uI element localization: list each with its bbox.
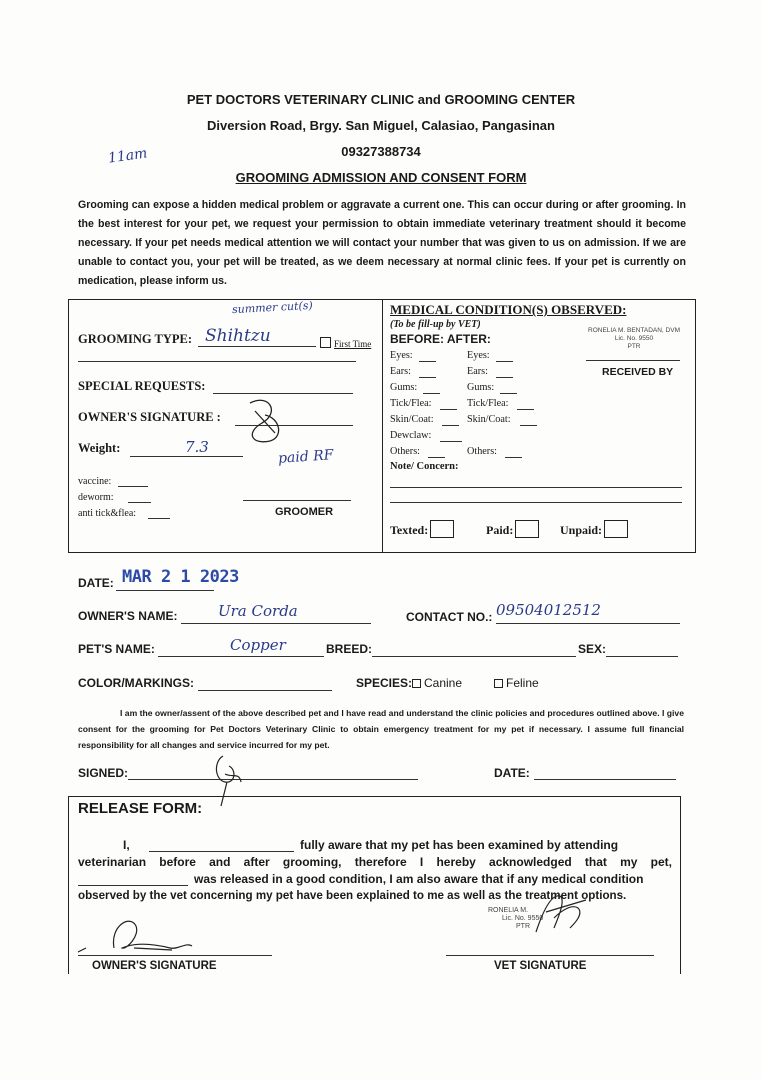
clinic-address: Diversion Road, Brgy. San Miguel, Calasiao, Pangasinan xyxy=(207,118,555,133)
signed-label: SIGNED: xyxy=(78,766,129,780)
check-eyes-before-line[interactable] xyxy=(419,361,436,362)
check-gums-after-line[interactable] xyxy=(500,393,517,394)
handwritten-time: 11am xyxy=(107,145,149,167)
check-skin-before-line[interactable] xyxy=(442,425,459,426)
owner-name-value: Ura Corda xyxy=(218,602,298,620)
sex-line[interactable] xyxy=(606,656,678,657)
vaccine-line[interactable] xyxy=(118,486,148,487)
check-others-before: Others: xyxy=(390,446,420,457)
owner-name-line[interactable] xyxy=(181,623,371,624)
contact-line[interactable] xyxy=(496,623,680,624)
first-time-label: First Time xyxy=(334,339,372,349)
release-name-line[interactable] xyxy=(149,851,294,852)
groomer-line[interactable] xyxy=(243,500,351,501)
check-ears-before: Ears: xyxy=(390,366,411,377)
weight-value: 7.3 xyxy=(185,438,209,456)
grooming-type-value: Shihtzu xyxy=(205,326,271,346)
grooming-extra-line[interactable] xyxy=(78,361,356,362)
medical-subtitle: (To be fill-up by VET) xyxy=(390,319,481,330)
vet-stamp-ptr: PTR xyxy=(627,343,641,350)
signed-date-line[interactable] xyxy=(534,779,676,780)
color-line[interactable] xyxy=(198,690,332,691)
release-title: RELEASE FORM: xyxy=(78,800,203,817)
check-ears-after: Ears: xyxy=(467,366,488,377)
paid-checkbox[interactable] xyxy=(486,520,539,538)
canine-box[interactable] xyxy=(412,679,421,688)
release-stamp-name: RONELIA M. xyxy=(488,907,529,914)
check-eyes-after-line[interactable] xyxy=(496,361,513,362)
canine-option[interactable] xyxy=(412,676,462,690)
release-stamp-license: Lic. No. 9550 xyxy=(502,915,544,922)
check-others-before-line[interactable] xyxy=(428,457,445,458)
release-pet-line[interactable] xyxy=(78,885,188,886)
owner-signature-scribble xyxy=(240,393,286,449)
grooming-type-line[interactable] xyxy=(198,346,316,347)
clinic-phone: 09327388734 xyxy=(341,144,421,159)
texted-box[interactable] xyxy=(430,520,454,538)
paid-box[interactable] xyxy=(515,520,539,538)
weight-line[interactable] xyxy=(130,456,243,457)
check-dewclaw: Dewclaw: xyxy=(390,430,432,441)
before-after-label: BEFORE: AFTER: xyxy=(390,332,491,346)
clinic-name: PET DOCTORS VETERINARY CLINIC and GROOMING CENTER xyxy=(186,92,576,107)
received-by-label: RECEIVED BY xyxy=(602,366,674,378)
check-skin-after-line[interactable] xyxy=(520,425,537,426)
feline-option[interactable] xyxy=(494,676,539,690)
texted-checkbox[interactable] xyxy=(390,520,454,538)
handwritten-cut: summer cut(s) xyxy=(231,298,314,317)
release-line4: observed by the vet concerning my pet have been explained to me as well as the treatment options. xyxy=(78,889,627,902)
medical-title: MEDICAL CONDITION(S) OBSERVED: xyxy=(390,302,627,317)
feline-box[interactable] xyxy=(494,679,503,688)
deworm-line[interactable] xyxy=(128,502,151,503)
check-skin-before: Skin/Coat: xyxy=(390,414,434,425)
check-tick-after: Tick/Flea: xyxy=(467,398,509,409)
breed-line[interactable] xyxy=(372,656,576,657)
form-title: GROOMING ADMISSION AND CONSENT FORM xyxy=(235,170,527,185)
contact-label: CONTACT NO.: xyxy=(406,610,493,624)
note-line-2[interactable] xyxy=(390,502,682,503)
pet-name-label: PET'S NAME: xyxy=(78,642,155,656)
release-line1: fully aware that my pet has been examined by attending xyxy=(300,838,619,852)
check-ears-before-line[interactable] xyxy=(419,377,436,378)
first-time-checkbox[interactable] xyxy=(320,337,371,349)
first-time-box[interactable] xyxy=(320,337,331,348)
check-skin-after: Skin/Coat: xyxy=(467,414,511,425)
unpaid-label: Unpaid: xyxy=(560,523,603,537)
check-tick-after-line[interactable] xyxy=(517,409,534,410)
vaccine-label: vaccine: xyxy=(78,476,112,487)
canine-label: Canine xyxy=(424,676,463,690)
release-i: I, xyxy=(123,838,130,852)
breed-label: BREED: xyxy=(326,642,373,656)
groomer-label: GROOMER xyxy=(275,506,334,518)
owner-release-signature-line[interactable] xyxy=(78,955,272,956)
sex-label: SEX: xyxy=(578,642,607,656)
check-tick-before: Tick/Flea: xyxy=(390,398,432,409)
vet-signature-scribble xyxy=(530,888,590,938)
check-eyes-after: Eyes: xyxy=(467,350,490,361)
note-label: Note/ Concern: xyxy=(390,461,459,472)
pet-name-value: Copper xyxy=(230,636,286,654)
owner-release-signature-label: OWNER'S SIGNATURE xyxy=(92,960,217,972)
vet-signature-line[interactable] xyxy=(446,955,654,956)
antitick-line[interactable] xyxy=(148,518,170,519)
unpaid-box[interactable] xyxy=(604,520,628,538)
date-line[interactable] xyxy=(116,590,214,591)
paid-label: Paid: xyxy=(486,523,514,537)
vet-stamp-license: Lic. No. 9550 xyxy=(614,335,654,342)
consent-paragraph: I am the owner/assent of the above described pet and I have read and understand the clinic policies and procedures outlined above. I give consent for the grooming for Pet Doctors Veterinary Clinic to obtain emergency treatment for my pet if necessary. I assume full financial responsibility for all changes and service incurred for my pet. xyxy=(78,708,684,750)
check-ears-after-line[interactable] xyxy=(496,377,513,378)
feline-label: Feline xyxy=(506,676,539,690)
vet-stamp-name: RONELIA M. BENTADAN, DVM xyxy=(588,327,680,334)
check-gums-after: Gums: xyxy=(467,382,495,393)
check-dewclaw-line[interactable] xyxy=(440,441,462,442)
signed-line[interactable] xyxy=(128,779,418,780)
signed-date-label: DATE: xyxy=(494,766,530,780)
check-eyes-before: Eyes: xyxy=(390,350,413,361)
grooming-type-label: GROOMING TYPE: xyxy=(78,332,193,346)
date-stamp: MAR 2 1 2023 xyxy=(122,567,239,587)
special-requests-label: SPECIAL REQUESTS: xyxy=(78,379,206,393)
species-label: SPECIES: xyxy=(356,676,413,690)
check-gums-before: Gums: xyxy=(390,382,418,393)
check-others-after-line[interactable] xyxy=(505,457,522,458)
deworm-label: deworm: xyxy=(78,492,114,503)
color-label: COLOR/MARKINGS: xyxy=(78,676,194,690)
intro-paragraph: Grooming can expose a hidden medical problem or aggravate a current one. This can occur during or after grooming. In the best interest for your pet, we request your permission to obtain immediate veterinary treatment should it become necessary. If your pet needs medical attention we will contact your number that was given to us on admission. If we are unable to contact you, your pet will be treated, as we deem necessary at normal clinic fees. If your pet is currently on medication, please inform us. xyxy=(78,199,686,287)
antitick-label: anti tick&flea: xyxy=(78,508,137,519)
check-gums-before-line[interactable] xyxy=(423,393,440,394)
owner-release-signature-scribble xyxy=(74,912,214,958)
release-line3: was released in a good condition, I am also aware that if any medical condition xyxy=(194,872,644,886)
weight-label: Weight: xyxy=(78,441,121,455)
paid-note: paid RF xyxy=(277,447,334,467)
release-line2: veterinarian before and after grooming, therefore I hereby acknowledged that my pet, xyxy=(78,855,672,869)
release-stamp-ptr: PTR xyxy=(516,923,530,930)
owner-signature-label: OWNER'S SIGNATURE : xyxy=(78,410,221,424)
check-tick-before-line[interactable] xyxy=(440,409,457,410)
owner-name-label: OWNER'S NAME: xyxy=(78,609,178,623)
date-label: DATE: xyxy=(78,576,114,590)
pet-name-line[interactable] xyxy=(158,656,324,657)
check-others-after: Others: xyxy=(467,446,497,457)
received-by-line[interactable] xyxy=(586,360,680,361)
box-divider xyxy=(382,299,383,552)
texted-label: Texted: xyxy=(390,523,429,537)
note-line-1[interactable] xyxy=(390,487,682,488)
unpaid-checkbox[interactable] xyxy=(560,520,628,538)
vet-stamp xyxy=(586,327,682,351)
contact-value: 09504012512 xyxy=(496,601,601,619)
vet-signature-label: VET SIGNATURE xyxy=(494,960,587,972)
